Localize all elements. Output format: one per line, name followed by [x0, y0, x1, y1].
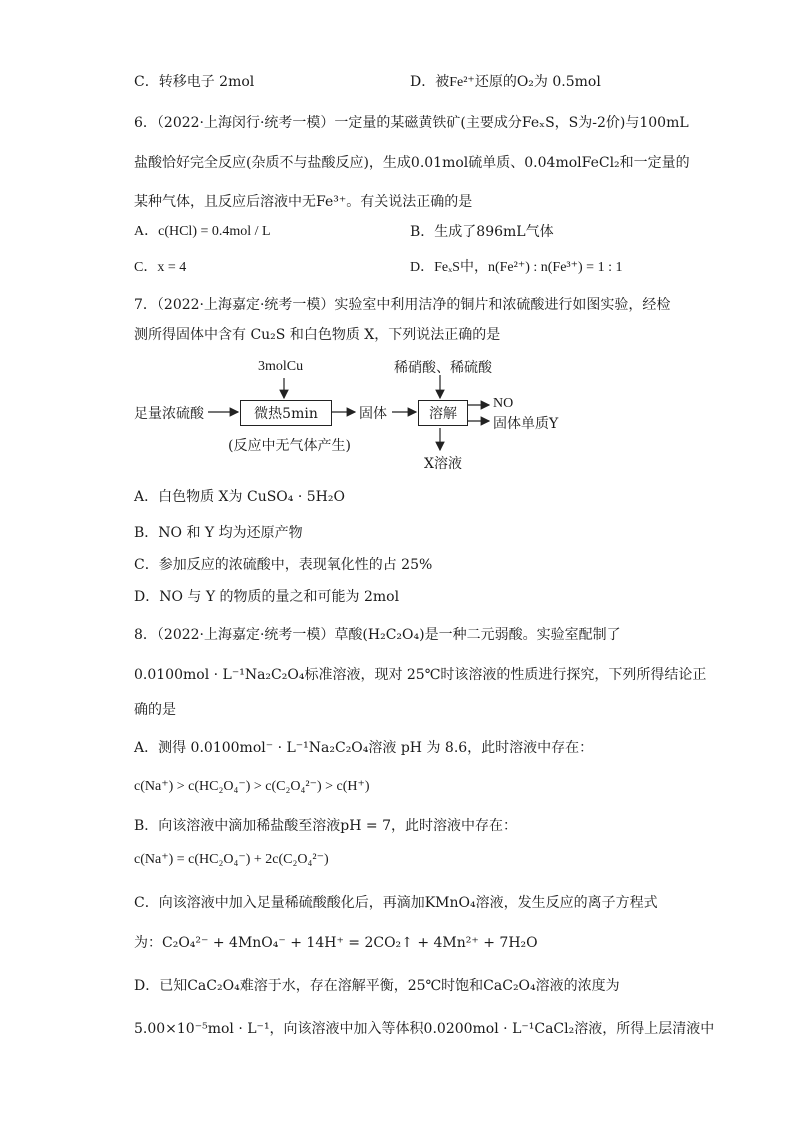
- diagram-output-y: 固体单质Y: [493, 416, 559, 432]
- q5-option-d-suffix: 还原的O₂为 0.5mol: [474, 74, 601, 90]
- q5-option-d-prefix: D．被: [410, 74, 450, 90]
- diagram-box-heat: 微热5min: [240, 400, 332, 426]
- q8-option-b: B．向该溶液中滴加稀盐酸至溶液pH = 7，此时溶液中存在：: [134, 818, 517, 834]
- diagram-output-x: X溶液: [424, 456, 462, 472]
- q8-stem-line1: 8．（2022·上海嘉定·统考一模）草酸(H₂C₂O₄)是一种二元弱酸。实验室配制了: [134, 627, 621, 643]
- diagram-start-label: 足量浓硫酸: [134, 406, 204, 422]
- q7-option-a: A．白色物质 X为 CuSO₄ · 5H₂O: [134, 489, 345, 505]
- q6-option-c: C．x = 4: [134, 260, 187, 275]
- q8-option-d: D．已知CaC₂O₄难溶于水，存在溶解平衡，25℃时饱和CaC₂O₄溶液的浓度为: [134, 978, 620, 994]
- q8-option-c: C．向该溶液中加入足量稀硫酸酸化后，再滴加KMnO₄溶液，发生反应的离子方程式: [134, 895, 658, 911]
- q7-stem-line2: 测所得固体中含有 Cu₂S 和白色物质 X，下列说法正确的是: [134, 327, 501, 343]
- q5-option-c: C．转移电子 2mol: [134, 74, 255, 90]
- q8-stem-line2: 0.0100mol · L⁻¹Na₂C₂O₄标准溶液，现对 25℃时该溶液的性质进行探究，下列所得结论正: [134, 667, 707, 683]
- q8-option-a: A．测得 0.0100mol⁻ · L⁻¹Na₂C₂O₄溶液 pH 为 8.6，此时溶液中存在：: [134, 740, 594, 756]
- q6-option-d: D．FeₓS中，n(Fe²⁺) : n(Fe³⁺) = 1 : 1: [410, 260, 623, 275]
- q8-option-c-equation: 为：C₂O₄²⁻ + 4MnO₄⁻ + 14H⁺ = 2CO₂↑ + 4Mn²⁺ + 7H₂O: [134, 935, 538, 951]
- q7-option-b: B．NO 和 Y 均为还原产物: [134, 525, 303, 541]
- diagram-solid-label: 固体: [359, 406, 387, 422]
- diagram-heat-note: (反应中无气体产生): [228, 438, 351, 454]
- q6-stem-line2: 盐酸恰好完全反应(杂质不与盐酸反应)，生成0.01mol硫单质、0.04molFeCl₂和一定量的: [134, 155, 690, 171]
- q7-stem-line1: 7．（2022·上海嘉定·统考一模）实验室中利用洁净的铜片和浓硫酸进行如图实验，经检: [134, 297, 671, 313]
- q5-option-d-ion: Fe²⁺: [449, 75, 475, 90]
- diagram-input-cu: 3molCu: [258, 359, 304, 374]
- q7-option-d: D．NO 与 Y 的物质的量之和可能为 2mol: [134, 589, 400, 605]
- q6-option-a: A．c(HCl) = 0.4mol / L: [134, 224, 271, 239]
- q6-option-b: B．生成了896mL气体: [410, 224, 554, 240]
- q8-stem-line3: 确的是: [134, 702, 176, 718]
- q6-stem-line1: 6．（2022·上海闵行·统考一模）一定量的某磁黄铁矿(主要成分FeₓS，S为-2价)与100mL: [134, 115, 689, 131]
- diagram-input-acids: 稀硝酸、稀硫酸: [394, 360, 492, 376]
- q8-option-a-equation: c(Na⁺) > c(HC₂O₄⁻) > c(C₂O₄²⁻) > c(H⁺): [134, 779, 370, 794]
- diagram-output-no: NO: [493, 396, 514, 411]
- q6-stem-line3: 某种气体，且反应后溶液中无Fe³⁺。有关说法正确的是: [134, 194, 473, 210]
- diagram-box-dissolve: 溶解: [418, 400, 468, 426]
- q8-option-d-line2: 5.00×10⁻⁵mol · L⁻¹，向该溶液中加入等体积0.0200mol · L⁻¹CaCl₂溶液，所得上层清液中: [134, 1021, 715, 1037]
- q7-option-c: C．参加反应的浓硫酸中，表现氧化性的占 25%: [134, 557, 433, 573]
- q8-option-b-equation: c(Na⁺) = c(HC₂O₄⁻) + 2c(C₂O₄²⁻): [134, 852, 329, 867]
